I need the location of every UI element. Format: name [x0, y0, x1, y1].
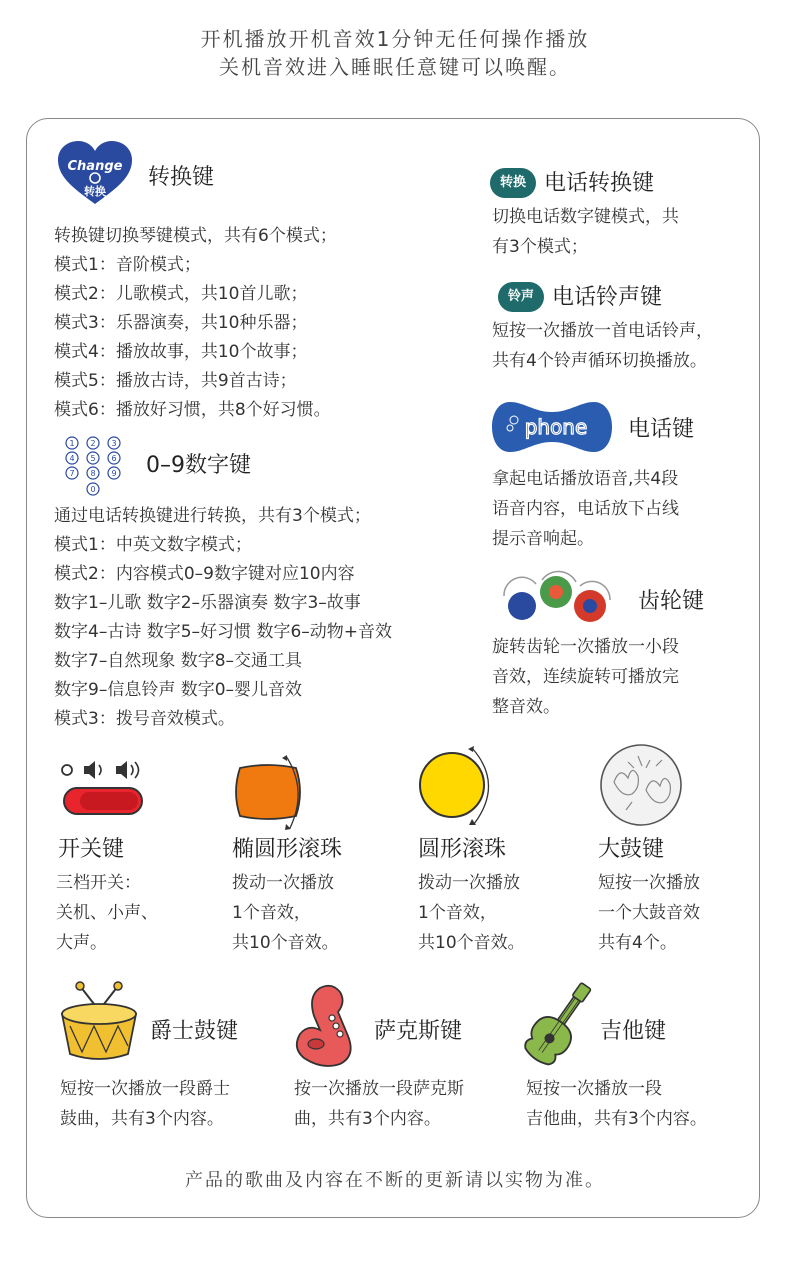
- guitar-key-line: 短按一次播放一段: [526, 1079, 662, 1099]
- oval-bead-line: 拨动一次播放: [232, 873, 334, 893]
- ringtone-badge: 铃声: [498, 282, 544, 312]
- phone-switch-line: 切换电话数字键模式，共: [492, 207, 679, 227]
- number-keys-desc: [54, 502, 392, 734]
- big-drum-line: 一个大鼓音效: [598, 903, 700, 923]
- ringtone-line: 短按一次播放一首电话铃声，: [492, 321, 713, 341]
- header-line-2: 关机音效进入睡眠任意键可以唤醒。: [219, 55, 571, 79]
- keypad-digit: 4: [69, 454, 75, 463]
- big-drum-line: 短按一次播放: [598, 873, 700, 893]
- round-bead-line: 1个音效，: [418, 903, 497, 923]
- sax-key-desc: [294, 1074, 464, 1134]
- sax-key-line: 按一次播放一段萨克斯: [294, 1079, 464, 1099]
- number-keypad-icon: [62, 436, 124, 498]
- switch-key-line: 关机、小声、: [56, 903, 158, 923]
- sax-key-title: 萨克斯键: [374, 1019, 463, 1044]
- keypad-digit: 8: [90, 469, 96, 478]
- keypad-digit: 3: [111, 439, 117, 448]
- footer-note: 产品的歌曲及内容在不断的更新请以实物为准。: [185, 1170, 605, 1191]
- phone-logo-icon: [490, 398, 614, 456]
- jazz-drum-line: 鼓曲，共有3个内容。: [60, 1109, 224, 1129]
- jazz-drum-title: 爵士鼓键: [150, 1019, 239, 1044]
- oval-bead-line: 1个音效，: [232, 903, 311, 923]
- change-logo-en: Change: [67, 159, 123, 174]
- number-keys-line: 通过电话转换键进行转换，共有3个模式；: [54, 506, 371, 526]
- big-drum-title: 大鼓键: [598, 837, 665, 862]
- change-key-line: 模式1：音阶模式；: [54, 255, 201, 275]
- change-key-title: 转换键: [148, 165, 215, 190]
- gear-key-desc: [492, 632, 679, 722]
- guitar-icon: [526, 978, 596, 1066]
- oval-bead-desc: [232, 868, 339, 958]
- guitar-key-line: 吉他曲，共有3个内容。: [526, 1109, 707, 1129]
- number-keys-line: 模式1：中英文数字模式；: [54, 535, 252, 555]
- phone-key-title: 电话键: [628, 417, 695, 442]
- jazz-drum-icon: [56, 982, 142, 1062]
- phone-switch-desc: [492, 202, 679, 262]
- change-key-line: 模式2：儿歌模式，共10首儿歌；: [54, 284, 308, 304]
- guitar-key-desc: [526, 1074, 707, 1134]
- number-keys-line: 模式3：拨号音效模式。: [54, 709, 235, 729]
- jazz-drum-desc: [60, 1074, 230, 1134]
- change-heart-icon: [56, 140, 134, 206]
- keypad-digit: 5: [90, 454, 96, 463]
- number-keys-line: 数字4–古诗 数字5–好习惯 数字6–动物+音效: [54, 622, 392, 642]
- phone-logo-text: phone: [524, 415, 588, 439]
- round-bead-desc: [418, 868, 525, 958]
- keypad-digit: 2: [90, 439, 96, 448]
- phone-key-line: 语音内容，电话放下占线: [492, 499, 679, 519]
- gear-key-title: 齿轮键: [638, 589, 705, 614]
- big-drum-icon: [598, 742, 684, 828]
- jazz-drum-line: 短按一次播放一段爵士: [60, 1079, 230, 1099]
- change-key-line: 模式5：播放古诗，共9首古诗；: [54, 371, 297, 391]
- switch-key-desc: [56, 868, 158, 958]
- keypad-digit: 7: [69, 469, 75, 478]
- round-bead-line: 拨动一次播放: [418, 873, 520, 893]
- sax-key-line: 曲，共有3个内容。: [294, 1109, 441, 1129]
- gear-icon: [496, 570, 616, 628]
- phone-switch-title: 电话转换键: [544, 171, 655, 196]
- keypad-digit: 9: [111, 469, 117, 478]
- round-bead-title: 圆形滚珠: [418, 837, 507, 862]
- switch-key-line: 三档开关：: [56, 873, 141, 893]
- round-bead-line: 共10个音效。: [418, 933, 525, 953]
- number-keys-title: 0–9数字键: [146, 453, 251, 478]
- gear-key-line: 音效，连续旋转可播放完: [492, 667, 679, 687]
- phone-key-desc: [492, 464, 679, 554]
- gear-key-line: 整音效。: [492, 697, 560, 717]
- oval-bead-line: 共10个音效。: [232, 933, 339, 953]
- gear-key-line: 旋转齿轮一次播放一小段: [492, 637, 679, 657]
- round-bead-icon: [416, 744, 498, 826]
- phone-key-line: 提示音响起。: [492, 529, 594, 549]
- number-keys-line: 数字9–信息铃声 数字0–婴儿音效: [54, 680, 303, 700]
- phone-switch-badge: 转换: [490, 168, 536, 198]
- number-keys-line: 数字1–儿歌 数字2–乐器演奏 数字3–故事: [54, 593, 361, 613]
- change-logo-cn: 转换: [84, 185, 106, 198]
- number-keys-line: 模式2：内容模式0–9数字键对应10内容: [54, 564, 355, 584]
- switch-key-line: 大声。: [56, 933, 107, 953]
- phone-switch-line: 有3个模式；: [492, 237, 588, 257]
- ringtone-line: 共有4个铃声循环切换播放。: [492, 351, 707, 371]
- change-key-line: 模式3：乐器演奏，共10种乐器；: [54, 313, 308, 333]
- number-keys-line: 数字7–自然现象 数字8–交通工具: [54, 651, 303, 671]
- phone-key-line: 拿起电话播放语音,共4段: [492, 469, 679, 489]
- guitar-key-title: 吉他键: [600, 1019, 667, 1044]
- saxophone-icon: [290, 982, 362, 1068]
- change-key-line: 转换键切换琴键模式，共有6个模式；: [54, 226, 337, 246]
- change-key-line: 模式4：播放故事，共10个故事；: [54, 342, 308, 362]
- oval-bead-title: 椭圆形滚珠: [232, 837, 343, 862]
- change-key-line: 模式6：播放好习惯，共8个好习惯。: [54, 400, 331, 420]
- keypad-digit: 6: [111, 454, 117, 463]
- keypad-digit: 0: [90, 485, 96, 494]
- power-switch-icon: [60, 758, 148, 818]
- switch-key-title: 开关键: [58, 837, 125, 862]
- ringtone-title: 电话铃声键: [552, 285, 663, 310]
- ringtone-desc: [492, 316, 713, 376]
- header-line-1: 开机播放开机音效1分钟无任何操作播放: [200, 27, 590, 51]
- big-drum-line: 共有4个。: [598, 933, 677, 953]
- big-drum-desc: [598, 868, 700, 958]
- keypad-digit: 1: [69, 439, 75, 448]
- change-key-desc: [54, 222, 337, 425]
- oval-bead-icon: [232, 754, 318, 830]
